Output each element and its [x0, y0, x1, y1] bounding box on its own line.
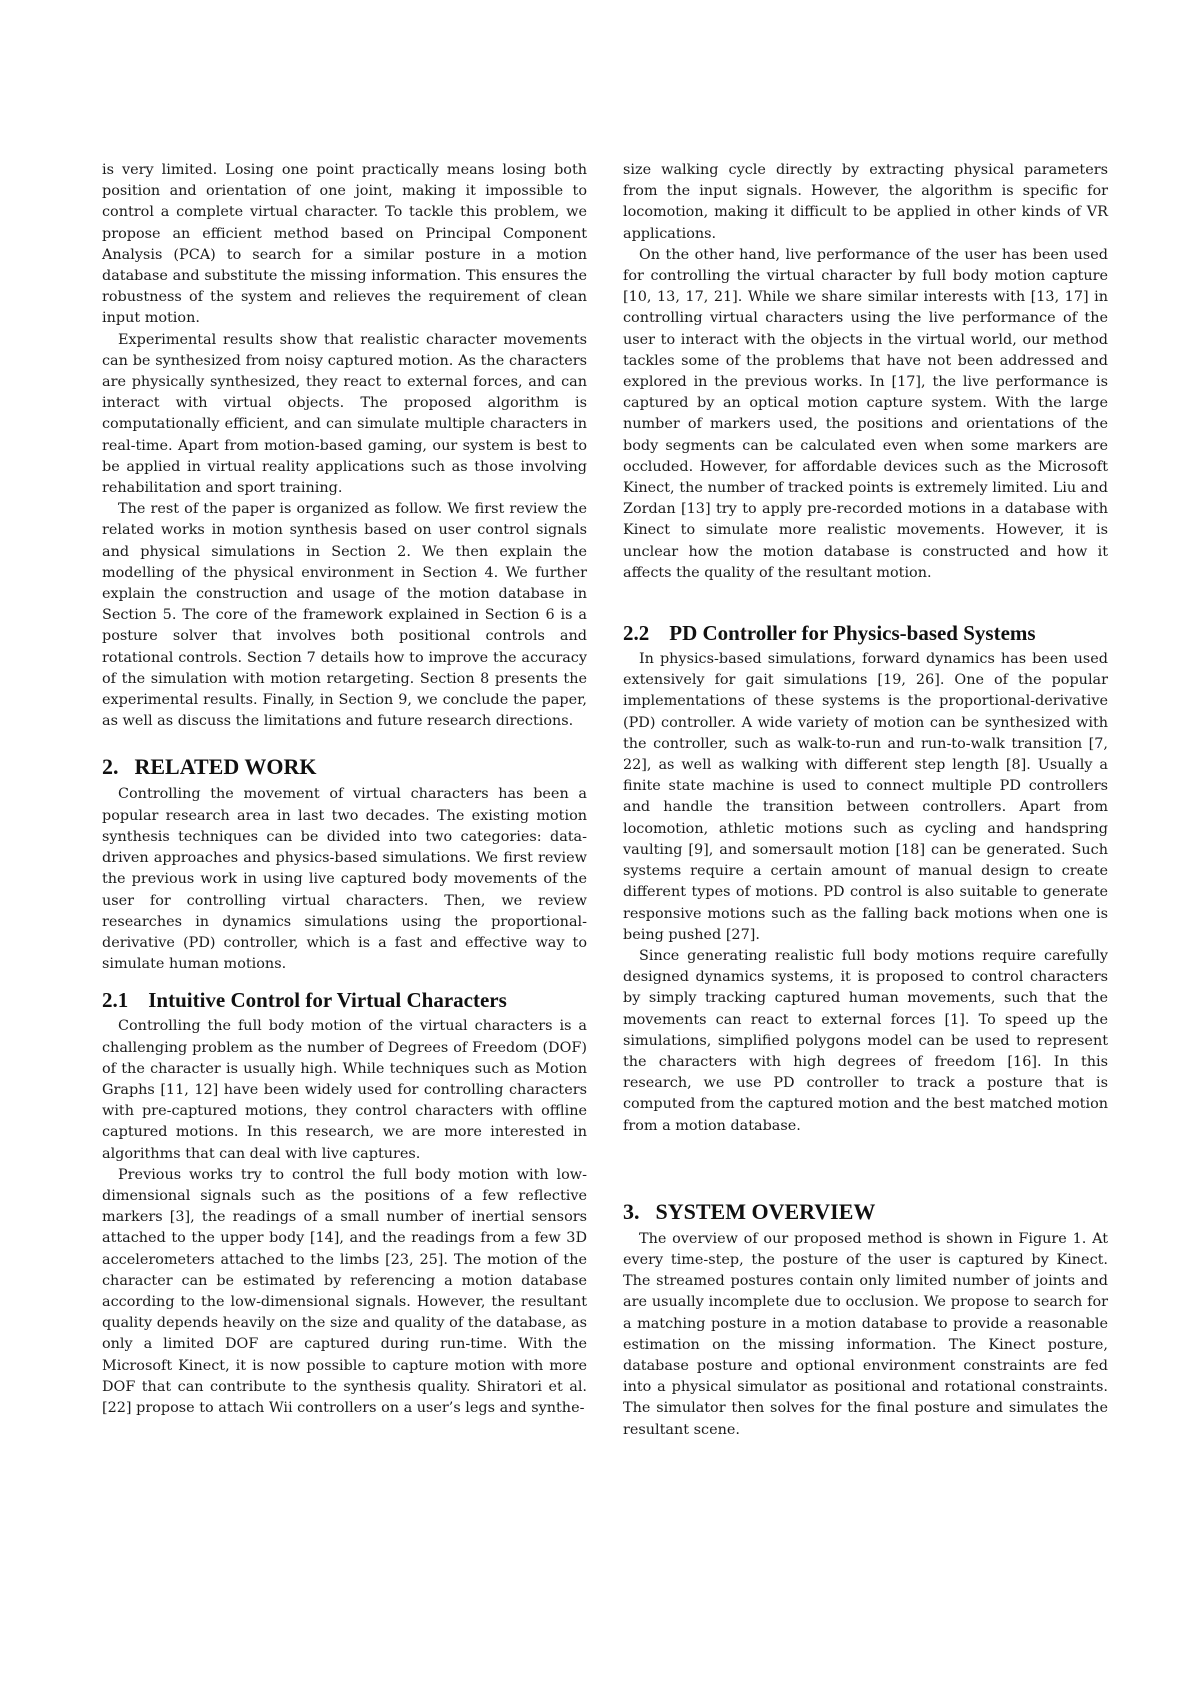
section-2-paragraph-1: Controlling the movement of virtual characters has been a popular research area in last two decades. The existing motion synthesis techniques can be divided into two categories: data-driven approaches and physics-based simulations. We first review the previous work in using live captured body movements of the user for controlling virtual characters. Then, we review researches in dynamics simulations using the proportional-derivative (PD) controller, which is a fast and effective way to simulate human motions.: [102, 786, 587, 973]
section-2-1-paragraph-2: Previous works try to control the full body motion with low-dimensional signals such as the positions of a few reflective markers [3], the readings of a small number of inertial sensors attached to the upper body [14], and the readings from a few 3D accelerometers attached to the limbs [23, 25]. The motion of the character can be estimated by referencing a motion database according to the low-dimensional signals. However, the resultant quality depends heavily on the size and quality of the database, as only a limited DOF are captured during run-time. With the Microsoft Kinect, it is now possible to capture motion with more DOF that can contribute to the synthesis quality. Shiratori et al. [22] propose to attach Wii controllers on a user’s legs and synthe-: [102, 1166, 587, 1416]
section-2-2-paragraph-2: Since generating realistic full body motions require carefully designed dynamics systems, it is proposed to control characters by simply tracking captured human movements, such that the movements can react to external forces [1]. To speed up the simulations, simplified polygons model can be used to represent the characters with high degrees of freedom [16]. In this research, we use PD controller to track a posture that is computed from the captured motion and the best matched motion from a motion database.: [623, 947, 1108, 1134]
section-number: 2.: [102, 754, 119, 780]
section-title: SYSTEM OVERVIEW: [655, 1198, 876, 1224]
subsection-number: 2.2: [623, 621, 650, 646]
intro-paragraph-3: The rest of the paper is organized as follow. We first review the related works in motion synthesis based on user control signals and physical simulations in Section 2. We then explain the modelling of the physical environment in Section 4. We further explain the construction and usage of the motion database in Section 5. The core of the framework explained in Section 6 is a posture solver that involves both positional controls and rotational controls. Section 7 details how to improve the accuracy of the simulation with motion retargeting. Section 8 presents the experimental results. Finally, in Section 9, we conclude the paper, as well as discuss the limitations and future research directions.: [102, 501, 587, 730]
subsection-number: 2.1: [102, 988, 129, 1013]
section-2-2-paragraph-1: In physics-based simulations, forward dynamics has been used extensively for gait simulations [19, 26]. One of the popular implementations of these systems is the proportional-derivative (PD) controller. A wide variety of motion can be synthesized with the controller, such as walk-to-run and run-to-walk transition [7, 22], as well as walking with different step length [8]. Usually a finite state machine is used to connect multiple PD controllers and handle the transition between controllers. Apart from locomotion, athletic motions such as cycling and handspring vaulting [9], and somersault motion [18] can be generated. Such systems require a certain amount of manual design to create different types of motions. PD control is also suitable to generate responsive motions such as the falling back motions when one is being pushed [27].: [623, 651, 1108, 943]
section-3-heading: [623, 1199, 1108, 1225]
section-number: 3.: [623, 1198, 640, 1224]
right-column: [623, 160, 1108, 1441]
continued-paragraph-1: size walking cycle directly by extracting physical parameters from the input signals. However, the algorithm is specific for locomotion, making it difficult to be applied in other kinds of VR applications.: [623, 162, 1108, 242]
intro-paragraph-2: Experimental results show that realistic character movements can be synthesized from noisy captured motion. As the characters are physically synthesized, they react to external forces, and can interact with virtual objects. The proposed algorithm is computationally efficient, and can simulate multiple characters in real-time. Apart from motion-based gaming, our system is best to be applied in virtual reality applications such as those involving rehabilitation and sport training.: [102, 331, 587, 497]
section-title: RELATED WORK: [134, 754, 317, 780]
section-3-paragraph-1: The overview of our proposed method is shown in Figure 1. At every time-step, the posture of the user is captured by Kinect. The streamed postures contain only limited number of joints and are usually incomplete due to occlusion. We propose to search for a matching posture in a motion database to provide a reasonable estimation on the missing information. The Kinect posture, database posture and optional environment constraints are fed into a physical simulator as positional and rotational constraints. The simulator then solves for the final posture and simulates the resultant scene.: [623, 1230, 1108, 1438]
section-2-1-heading: [102, 987, 587, 1013]
section-2-heading: [102, 754, 587, 780]
section-2-1-paragraph-1: Controlling the full body motion of the virtual characters is a challenging problem as the number of Degrees of Freedom (DOF) of the character is usually high. While techniques such as Motion Graphs [11, 12] have been widely used for controlling characters with pre-captured motions, they control characters with offline captured motions. In this research, we are more interested in algorithms that can deal with live captures.: [102, 1018, 587, 1162]
left-column: [102, 160, 587, 1419]
subsection-title: PD Controller for Physics-based Systems: [669, 621, 1036, 646]
continued-paragraph-2: On the other hand, live performance of the user has been used for controlling the virtual character by full body motion capture [10, 13, 17, 21]. While we share similar interests with [13, 17] in controlling virtual characters using the live performance of the user to interact with the objects in the virtual world, our method tackles some of the problems that have not been addressed and explored in the previous works. In [17], the live performance is captured by an optical motion capture system. With the large number of markers used, the positions and orientations of the body segments can be calculated even when some markers are occluded. However, for affordable devices such as the Microsoft Kinect, the number of tracked points is extremely limited. Liu and Zordan [13] try to apply pre-recorded motions in a database with Kinect to simulate more realistic movements. However, it is unclear how the motion database is constructed and how it affects the quality of the resultant motion.: [623, 246, 1108, 581]
intro-paragraph-1: is very limited. Losing one point practically means losing both position and orientation of one joint, making it impossible to control a complete virtual character. To tackle this problem, we propose an efficient method based on Principal Component Analysis (PCA) to search for a similar posture in a motion database and substitute the missing information. This ensures the robustness of the system and relieves the requirement of clean input motion.: [102, 162, 587, 327]
section-2-2-heading: [623, 620, 1108, 646]
subsection-title: Intuitive Control for Virtual Characters: [148, 988, 507, 1013]
